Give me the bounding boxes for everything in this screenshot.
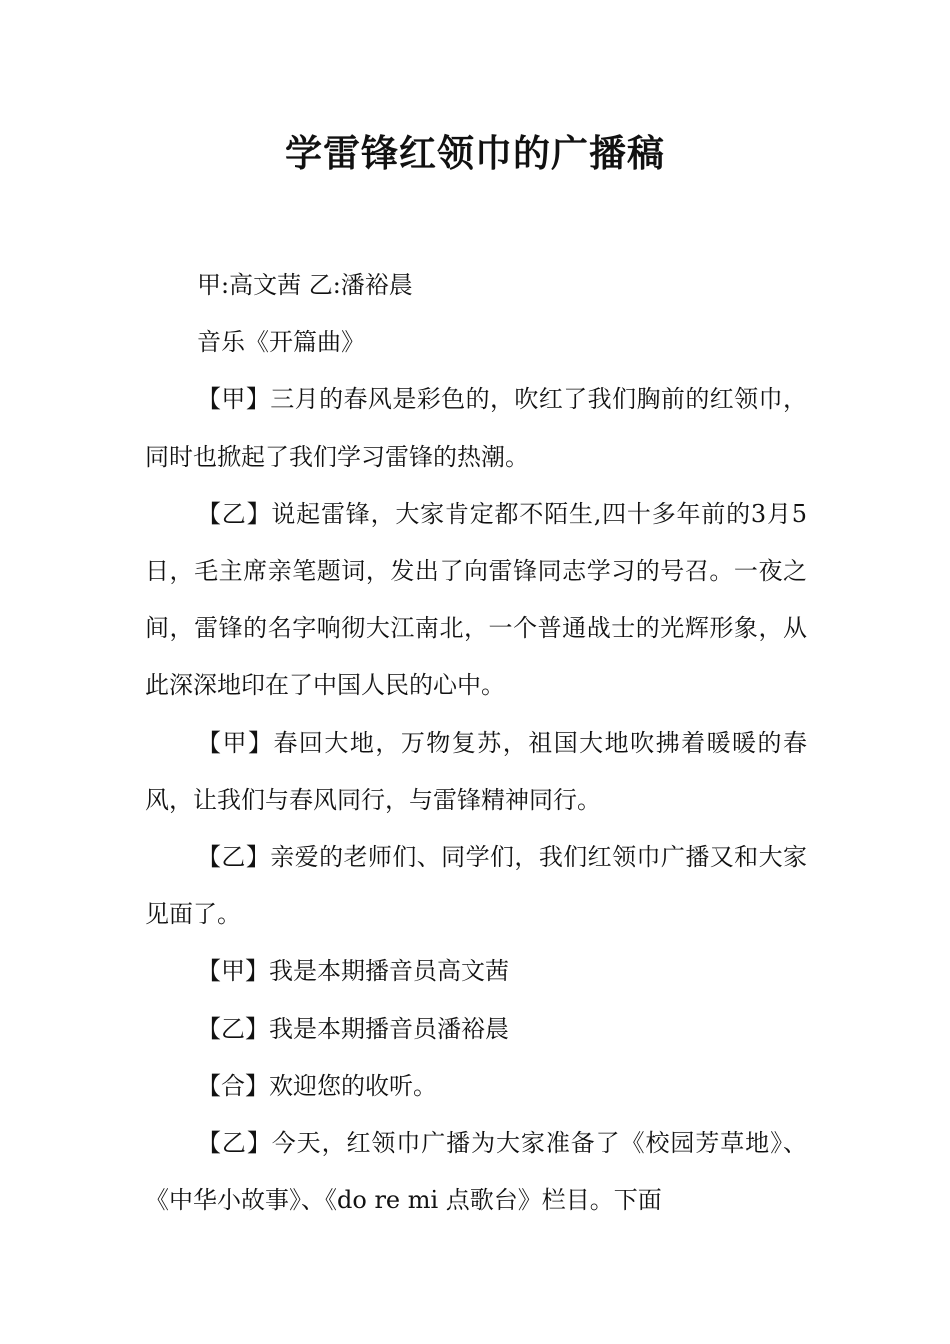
speaker-label: 【乙】: [197, 499, 272, 528]
speaker-label: 【甲】: [197, 728, 274, 757]
paragraph-dialogue: [145, 1001, 807, 1058]
paragraph-dialogue: [145, 715, 807, 829]
paragraph-text: 我是本期播音员高文茜: [269, 957, 509, 986]
paragraph-dialogue: [145, 943, 807, 1000]
paragraph-text: 说起雷锋，大家肯定都不陌生,四十多年前的3月5日，毛主席亲笔题词，发出了向雷锋同志学习的号召。一夜之间，雷锋的名字响彻大江南北，一个普通战士的光辉形象，从此深深地印在了中国人民的心中。: [145, 499, 808, 700]
paragraph-dialogue: [145, 1115, 807, 1229]
speaker-label: 【甲】: [197, 957, 269, 986]
paragraph-text: 春回大地，万物复苏，祖国大地吹拂着暖暖的春风，让我们与春风同行，与雷锋精神同行。: [145, 728, 808, 814]
speaker-label: 【乙】: [197, 843, 271, 872]
speaker-label: 【乙】: [197, 1129, 272, 1158]
paragraph-dialogue: [145, 371, 807, 485]
document-title: 学雷锋红领巾的广播稿: [285, 131, 665, 175]
speaker-label: 【合】: [197, 1071, 269, 1100]
paragraph-text: 亲爱的老师们、同学们，我们红领巾广播又和大家见面了。: [145, 843, 807, 929]
document-body: [145, 257, 807, 1229]
paragraph-text: 今天，红领巾广播为大家准备了《校园芳草地》、《中华小故事》、《do re mi 点歌台》栏目。下面: [145, 1129, 807, 1215]
paragraph-text: 欢迎您的收听。: [269, 1071, 437, 1100]
speaker-label: 【乙】: [197, 1014, 269, 1043]
paragraph-cast: [145, 257, 807, 314]
speaker-label: 【甲】: [197, 385, 271, 414]
paragraph-dialogue: [145, 1058, 807, 1115]
paragraph-text: 三月的春风是彩色的，吹红了我们胸前的红领巾，同时也掀起了我们学习雷锋的热潮。: [145, 385, 807, 471]
paragraph-dialogue: [145, 486, 807, 715]
paragraph-text: 我是本期播音员潘裕晨: [269, 1014, 509, 1043]
paragraph-dialogue: [145, 829, 807, 943]
paragraph-text: 音乐《开篇曲》: [197, 328, 365, 357]
paragraph-music: [145, 314, 807, 371]
paragraph-text: 甲:高文茜 乙:潘裕晨: [197, 271, 413, 299]
